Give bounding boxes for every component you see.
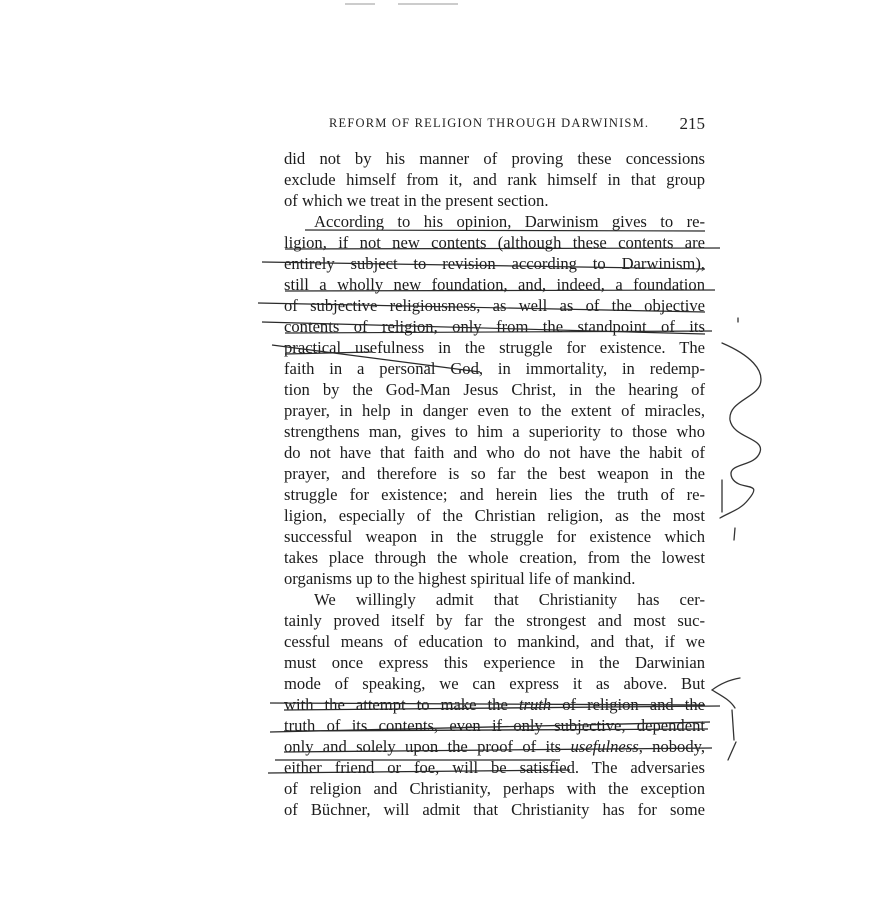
margin-marks [712,318,761,760]
underline-mark [284,748,712,752]
text-line: must once express this experience in the Darwinian [284,653,705,672]
underline-mark [285,248,720,249]
text-line: of religion and Christianity, perhaps with the exception [284,779,705,798]
text-line: exclude himself from it, and rank himself in that group [284,170,705,189]
text-run: with the attempt to make the [284,695,508,714]
text-run: of religion and the [562,695,705,714]
underline-mark [285,290,715,291]
text-line: cessful means of education to mankind, and that, if we [284,632,705,651]
text-line: prayer, in help in danger even to the extent of miracles, [284,401,705,420]
text-line: successful weapon in the struggle for existence which [284,527,705,546]
running-title: REFORM OF RELIGION THROUGH DARWINISM. [329,116,650,130]
italic-run: truth [518,695,552,714]
text-line: tainly proved itself by far the strongest and most suc- [284,611,705,630]
text-line: do not have that faith and who do not have the habit of [284,443,705,462]
text-line: prayer, and therefore is so far the best weapon in the [284,464,705,483]
text-line: ligion, if not new contents (although these contents are [284,233,705,252]
text-line: tion by the God-Man Jesus Christ, in the hearing of [284,380,705,399]
text-line: struggle for existence; and herein lies the truth of re- [284,485,705,504]
text-line: truth of its contents, even if only subjective, dependent [284,716,705,735]
text-line: of subjective religiousness, as well as of the objective [284,296,705,315]
margin-wavy-bracket [720,343,761,518]
page-number: 215 [679,114,705,133]
underline-mark [258,303,705,312]
text-run: , nobody, [638,737,705,756]
margin-stroke [734,528,735,540]
underline-marks-first-passage [258,230,720,372]
text-line: takes place through the whole creation, from the lowest [284,548,705,567]
italic-run: usefulness [570,737,639,756]
text-line: mode of speaking, we can express it as above. But [284,674,705,693]
margin-bracket-lower [712,678,740,760]
text-line: We willingly admit that Christianity has cer- [314,590,705,609]
text-run: only and solely upon the proof of its [284,737,562,756]
underline-mark [284,706,720,710]
text-line: According to his opinion, Darwinism gives to re- [314,212,705,231]
underline-marks-second-passage [268,703,720,773]
underline-mark [268,770,570,773]
underline-mark [272,345,480,372]
text-line: still a wholly new foundation, and, indeed, a foundation [284,275,705,294]
text-line: faith in a personal God, in immortality, in redemp- [284,359,705,378]
underline-mark [262,262,705,269]
text-line: of which we treat in the present section. [284,191,549,210]
text-line: of Büchner, will admit that Christianity has for some [284,800,705,819]
text-line: strengthens man, gives to him a superiority to those who [284,422,705,441]
text-line: entirely subject to revision according to Darwinism), [284,254,705,273]
text-line: did not by his manner of proving these concessions [284,149,705,168]
underline-mark [270,703,705,705]
underline-mark [305,230,705,231]
text-line: ligion, especially of the Christian religion, as the most [284,506,705,525]
text-line: organisms up to the highest spiritual life of mankind. [284,569,636,588]
text-line: contents of religion, only from the standpoint of its [284,317,705,336]
text-line: practical usefulness in the struggle for existence. The [284,338,705,357]
text-line: either friend or foe, will be satisfied. The adversaries [284,758,705,777]
